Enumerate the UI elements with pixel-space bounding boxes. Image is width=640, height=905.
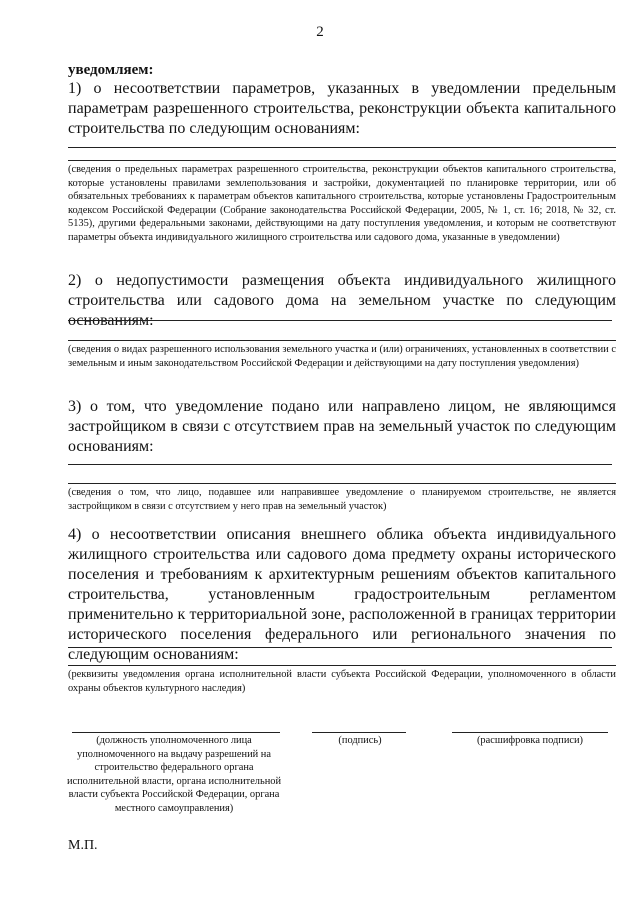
- section-2-note-line: [68, 340, 616, 341]
- section-1-note: (сведения о предельных параметрах разрешенного строительства, реконструкции объектов капитального строительства, которые установлены правилами землепользования и застройки, документацией по планировке территории, или об обязательных требованиях к параметрам объектов капитального строительства, которые установлены Градостроительным кодексом Российской Федерации (Собрание законодательства Российской Федерации, 2005, № 1, ст. 16; 2018, № 32, ст. 5135), другими федеральными законами, действующими на дату поступления уведомления, и которым не соответствуют параметры объекта индивидуального жилищного строительства или садового дома, указанные в уведомлении): [68, 164, 616, 243]
- position-caption: (должность уполномоченного лица уполномоченного на выдачу разрешений на строительство федерального органа исполнительной власти, органа исполнительной власти субъекта Российской Федерации, органа местного самоуправления): [66, 735, 282, 814]
- section-2-fill-line: [68, 320, 612, 321]
- section-1-text: 1) о несоответствии параметров, указанных в уведомлении предельным параметрам разрешенного строительства, реконструкции объекта капитального строительства по следующим основаниям:: [68, 80, 616, 137]
- signature-caption: (подпись): [338, 735, 382, 746]
- section-4-fill-line: [68, 647, 612, 648]
- section-4-text: 4) о несоответствии описания внешнего облика объекта индивидуального жилищного строительства или садового дома предмету охраны исторического поселения и требованиям к архитектурным решениям объектов капитального строительства, установленным градостроительным регламентом применительно к территориальной зоне, расположенной в границах территории исторического поселения федерального или регионального значения по следующим основаниям:: [68, 526, 616, 663]
- position-line: [72, 732, 280, 733]
- section-1-note-line: [68, 160, 616, 161]
- stamp-place: М.П.: [68, 838, 98, 853]
- section-2-note: (сведения о видах разрешенного использования земельного участка и (или) ограничениях, установленных в соответствии с земельным и иным законодательством Российской Федерации и действующими на дату поступления уведомления): [68, 344, 616, 369]
- page-number: 2: [316, 24, 324, 40]
- section-4-note-line: [68, 665, 616, 666]
- decoding-line: [452, 732, 608, 733]
- section-3-note-line: [68, 483, 616, 484]
- section-1-fill-line: [68, 147, 616, 148]
- decoding-caption: (расшифровка подписи): [476, 735, 584, 746]
- notice-heading: уведомляем:: [68, 62, 154, 78]
- section-4-note: (реквизиты уведомления органа исполнительной власти субъекта Российской Федерации, уполномоченного в области охраны объектов культурного наследия): [68, 669, 616, 694]
- signature-line: [312, 732, 406, 733]
- section-3-text: 3) о том, что уведомление подано или направлено лицом, не являющимся застройщиком в связи с отсутствием прав на земельный участок по следующим основаниям:: [68, 398, 616, 455]
- section-3-note: (сведения о том, что лицо, подавшее или направившее уведомление о планируемом строительстве, не является застройщиком в связи с отсутствием у него прав на земельный участок): [68, 487, 616, 512]
- section-3-fill-line: [68, 464, 612, 465]
- section-2-text: 2) о недопустимости размещения объекта индивидуального жилищного строительства или садового дома на земельном участке по следующим основаниям:: [68, 272, 616, 329]
